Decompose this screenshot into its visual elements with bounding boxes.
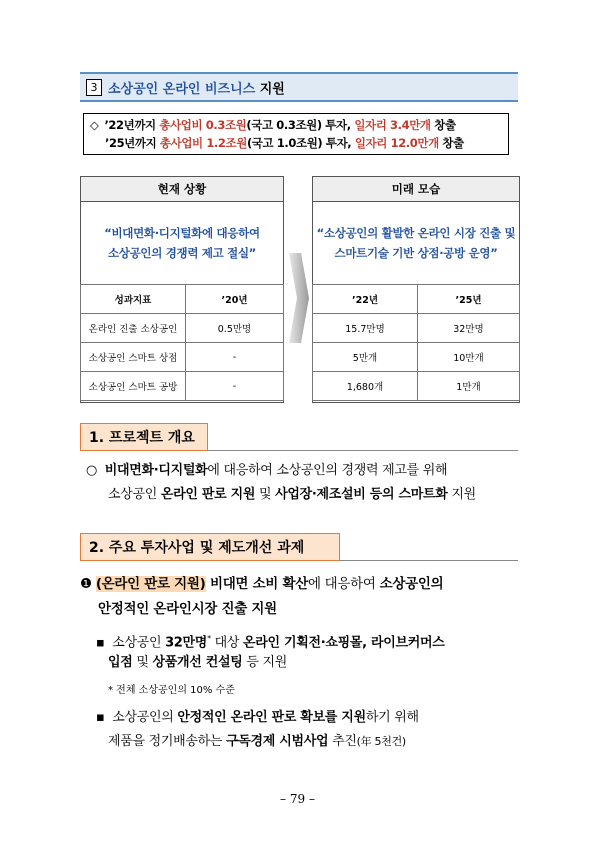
indicator-label: 온라인 진출 소상공인 [81,314,186,343]
indicator-value: 15.7만명 [313,314,418,343]
table-row [81,372,284,401]
bullet-circle: ○ [86,463,98,478]
item-1-line-2: 안정적인 온라인시장 진출 지원 [98,601,277,617]
indicator-value: - [186,372,284,401]
target-line-1: ◇ ’22년까지 총사업비 0.3조원(국고 0.3조원) 투자, 일자리 3.4만개 창출 [90,118,456,132]
table-row [81,285,284,314]
future-indicator-table [312,284,520,401]
indicator-header: 성과지표 [81,285,186,314]
arrow-right-icon [289,253,309,343]
sub-item-2-line-2: 제품을 정기배송하는 구독경제 시범사업 추진(年 5천건) [108,734,406,749]
square-bullet-icon: ▪ [96,710,105,725]
page-number: – 79 – [280,792,315,806]
table-row [81,314,284,343]
table-row [81,343,284,372]
future-quote-line-1: “소상공인의 활발한 온라인 시장 진출 및 [316,226,516,240]
table-row [313,343,520,372]
number-1-icon: ❶ [80,576,92,592]
current-status-header: 현재 상황 [81,177,283,202]
current-quote-line-2: 소상공인의 경쟁력 제고 절실” [107,246,257,260]
indicator-value: 0.5만명 [186,314,284,343]
indicator-value: 32만명 [418,314,520,343]
indicator-value: 10만개 [418,343,520,372]
sub-item-2-line-1: ▪ 소상공인의 안정적인 온라인 판로 확보를 지원하기 위해 [96,710,419,725]
target-box [83,113,509,155]
indicator-value: 1,680개 [313,372,418,401]
table-row [313,314,520,343]
indicator-value: 5만개 [313,343,418,372]
future-quote-line-2: 스마트기술 기반 상점·공방 운영” [334,246,498,260]
sub-item-1-line-2: 입점 및 상품개선 컨설팅 등 지원 [108,655,287,670]
overview-line-2: 소상공인 온라인 판로 지원 및 사업장·제조설비 등의 스마트화 지원 [108,487,476,502]
current-quote-line-1: “비대면화·디지털화에 대응하여 [104,226,260,240]
overview-line-1: ○ 비대면화·디지털화에 대응하여 소상공인의 경쟁력 제고를 위해 [86,463,448,478]
target-line-2: ’25년까지 총사업비 1.2조원(국고 1.0조원) 투자, 일자리 12.0만개 창출 [105,136,464,150]
heading-project-overview: 1. 프로젝트 개요 [80,423,208,451]
diamond-icon: ◇ [90,118,99,132]
heading-divider [340,560,518,561]
section-title: 소상공인 온라인 비즈니스 지원 [108,81,285,97]
year-header: ’25년 [418,285,520,314]
current-indicator-table [80,284,284,401]
square-bullet-icon: ▪ [96,635,105,651]
future-status-header: 미래 모습 [313,177,519,202]
year-header: ’20년 [186,285,284,314]
section-number: 3 [86,79,102,96]
table-row [313,285,520,314]
indicator-label: 소상공인 스마트 상점 [81,343,186,372]
heading-major-projects: 2. 주요 투자사업 및 제도개선 과제 [80,533,340,561]
indicator-value: - [186,343,284,372]
indicator-label: 소상공인 스마트 공방 [81,372,186,401]
table-row [313,372,520,401]
indicator-value: 1만개 [418,372,520,401]
future-status-panel [312,176,520,403]
item-1-line-1: ❶ (온라인 판로 지원) 비대면 소비 확산에 대응하여 소상공인의 [80,576,444,592]
year-header: ’22년 [313,285,418,314]
sub-item-1-line-1: ▪ 소상공인 32만명* 대상 온라인 기획전·쇼핑몰, 라이브커머스 [96,634,445,651]
section-header [80,72,518,102]
heading-divider [208,450,518,451]
footnote: * 전체 소상공인의 10% 수준 [108,685,235,696]
current-status-panel [80,176,284,403]
